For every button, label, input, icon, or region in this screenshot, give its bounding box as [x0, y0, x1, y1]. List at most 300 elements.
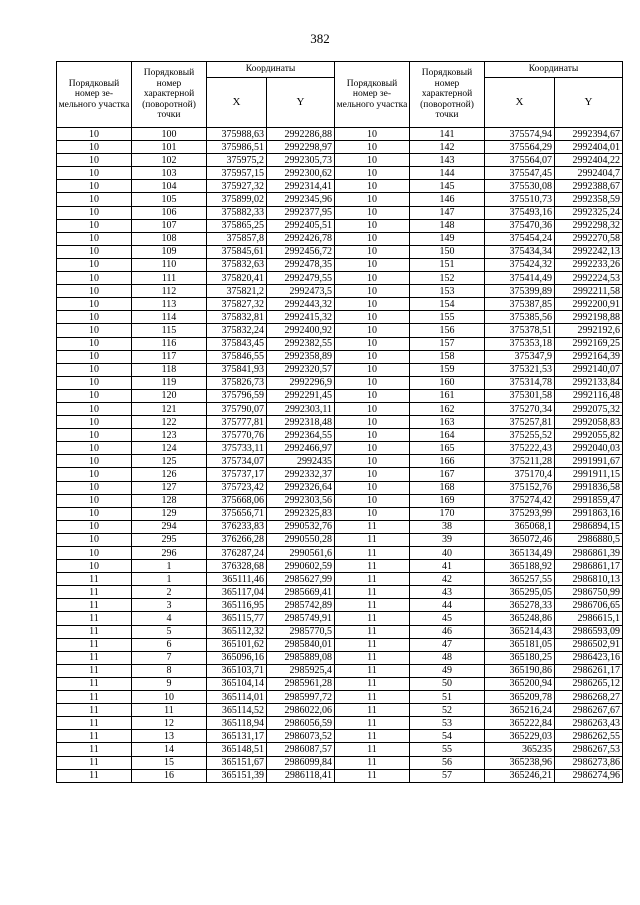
cell-coord-x: 375293,99	[485, 507, 555, 520]
cell-coord-x: 365238,96	[485, 756, 555, 769]
cell-coord-x: 375424,32	[485, 258, 555, 271]
cell-coord-y: 2986615,1	[555, 612, 623, 625]
cell-coord-x: 365222,84	[485, 717, 555, 730]
cell-parcel-number: 10	[335, 311, 410, 324]
cell-coord-x: 375843,45	[207, 337, 267, 350]
cell-coord-y: 2992192,6	[555, 324, 623, 337]
cell-coord-y: 2991859,47	[555, 494, 623, 507]
cell-parcel-number: 10	[57, 442, 132, 455]
cell-parcel-number: 11	[335, 547, 410, 560]
table-row	[57, 677, 623, 690]
cell-parcel-number: 10	[335, 154, 410, 167]
cell-coord-y: 2992325,24	[555, 206, 623, 219]
table-row	[57, 769, 623, 782]
header-y-right: Y	[555, 78, 623, 128]
cell-coord-y: 2986706,65	[555, 599, 623, 612]
cell-coord-x: 365116,95	[207, 599, 267, 612]
cell-coord-y: 2992169,25	[555, 337, 623, 350]
cell-parcel-number: 10	[335, 442, 410, 455]
cell-parcel-number: 10	[335, 429, 410, 442]
cell-coord-y: 2985669,41	[267, 586, 335, 599]
cell-point-number: 124	[132, 442, 207, 455]
cell-coord-x: 375777,81	[207, 416, 267, 429]
cell-coord-y: 2986861,17	[555, 560, 623, 573]
cell-coord-y: 2992224,53	[555, 272, 623, 285]
cell-parcel-number: 11	[335, 730, 410, 743]
cell-parcel-number: 11	[335, 573, 410, 586]
cell-point-number: 40	[410, 547, 485, 560]
cell-coord-y: 2992358,59	[555, 193, 623, 206]
cell-point-number: 110	[132, 258, 207, 271]
cell-coord-x: 365103,71	[207, 664, 267, 677]
cell-coord-y: 2986273,86	[555, 756, 623, 769]
cell-point-number: 43	[410, 586, 485, 599]
table-body	[57, 128, 623, 783]
cell-coord-y: 2992415,32	[267, 311, 335, 324]
table-row	[57, 402, 623, 415]
table-row	[57, 455, 623, 468]
cell-coord-y: 2992300,62	[267, 167, 335, 180]
cell-coord-x: 365180,25	[485, 651, 555, 664]
cell-coord-y: 2985749,91	[267, 612, 335, 625]
cell-coord-y: 2992140,07	[555, 363, 623, 376]
cell-coord-y: 2992200,91	[555, 298, 623, 311]
table-row	[57, 664, 623, 677]
cell-coord-y: 2992473,5	[267, 285, 335, 298]
cell-coord-x: 365114,01	[207, 691, 267, 704]
table-row	[57, 730, 623, 743]
cell-point-number: 46	[410, 625, 485, 638]
cell-coord-x: 375274,42	[485, 494, 555, 507]
cell-point-number: 163	[410, 416, 485, 429]
cell-coord-x: 375656,71	[207, 507, 267, 520]
cell-parcel-number: 11	[335, 612, 410, 625]
cell-coord-x: 365104,14	[207, 677, 267, 690]
cell-coord-x: 375668,06	[207, 494, 267, 507]
cell-parcel-number: 11	[335, 533, 410, 546]
cell-coord-x: 365216,24	[485, 704, 555, 717]
cell-coord-x: 375564,29	[485, 141, 555, 154]
cell-parcel-number: 10	[335, 324, 410, 337]
cell-coord-y: 2992298,32	[555, 219, 623, 232]
cell-coord-x: 375510,73	[485, 193, 555, 206]
cell-parcel-number: 10	[335, 193, 410, 206]
cell-coord-x: 365209,78	[485, 691, 555, 704]
cell-coord-y: 2991911,15	[555, 468, 623, 481]
cell-coord-y: 2992466,97	[267, 442, 335, 455]
cell-parcel-number: 10	[57, 402, 132, 415]
table-row	[57, 494, 623, 507]
table-row	[57, 651, 623, 664]
cell-point-number: 128	[132, 494, 207, 507]
table-row	[57, 429, 623, 442]
cell-point-number: 105	[132, 193, 207, 206]
cell-point-number: 120	[132, 389, 207, 402]
cell-point-number: 1	[132, 573, 207, 586]
cell-coord-x: 376266,28	[207, 533, 267, 546]
cell-parcel-number: 10	[57, 389, 132, 402]
cell-coord-x: 375270,34	[485, 402, 555, 415]
cell-parcel-number: 11	[335, 717, 410, 730]
table-row	[57, 520, 623, 533]
cell-coord-x: 365072,46	[485, 533, 555, 546]
cell-coord-y: 2992296,9	[267, 376, 335, 389]
cell-coord-y: 2985925,4	[267, 664, 335, 677]
cell-coord-x: 375470,36	[485, 219, 555, 232]
cell-parcel-number: 11	[57, 769, 132, 782]
cell-point-number: 4	[132, 612, 207, 625]
cell-parcel-number: 10	[335, 468, 410, 481]
cell-point-number: 100	[132, 128, 207, 141]
cell-point-number: 108	[132, 232, 207, 245]
cell-coord-x: 365246,21	[485, 769, 555, 782]
header-parcel-number-left: Порядковый номер зе-мельного участка	[57, 62, 132, 128]
cell-parcel-number: 10	[57, 258, 132, 271]
cell-point-number: 45	[410, 612, 485, 625]
cell-coord-y: 2992270,58	[555, 232, 623, 245]
cell-point-number: 1	[132, 560, 207, 573]
cell-coord-x: 365214,43	[485, 625, 555, 638]
cell-coord-x: 375845,61	[207, 245, 267, 258]
cell-coord-x: 375826,73	[207, 376, 267, 389]
cell-parcel-number: 11	[57, 638, 132, 651]
cell-coord-y: 2992345,96	[267, 193, 335, 206]
table-row	[57, 481, 623, 494]
cell-coord-x: 365181,05	[485, 638, 555, 651]
cell-parcel-number: 10	[57, 245, 132, 258]
cell-parcel-number: 11	[335, 625, 410, 638]
cell-parcel-number: 11	[335, 651, 410, 664]
cell-point-number: 164	[410, 429, 485, 442]
cell-coord-x: 375832,24	[207, 324, 267, 337]
cell-point-number: 44	[410, 599, 485, 612]
header-x-right: X	[485, 78, 555, 128]
cell-coord-x: 375257,81	[485, 416, 555, 429]
header-coordinates-right: Координаты	[485, 62, 623, 78]
cell-coord-x: 375832,63	[207, 258, 267, 271]
cell-point-number: 295	[132, 533, 207, 546]
cell-coord-y: 2992400,92	[267, 324, 335, 337]
cell-point-number: 142	[410, 141, 485, 154]
cell-coord-y: 2992364,55	[267, 429, 335, 442]
cell-coord-x: 375574,94	[485, 128, 555, 141]
cell-point-number: 57	[410, 769, 485, 782]
cell-coord-x: 375378,51	[485, 324, 555, 337]
cell-point-number: 154	[410, 298, 485, 311]
cell-parcel-number: 11	[57, 612, 132, 625]
cell-coord-x: 375723,42	[207, 481, 267, 494]
cell-point-number: 47	[410, 638, 485, 651]
cell-coord-y: 2986118,41	[267, 769, 335, 782]
coordinates-table	[56, 61, 623, 783]
table-row	[57, 363, 623, 376]
table-row	[57, 586, 623, 599]
cell-parcel-number: 11	[335, 560, 410, 573]
cell-coord-x: 375832,81	[207, 311, 267, 324]
cell-point-number: 147	[410, 206, 485, 219]
cell-parcel-number: 10	[335, 389, 410, 402]
cell-parcel-number: 10	[57, 311, 132, 324]
table-row	[57, 141, 623, 154]
cell-point-number: 39	[410, 533, 485, 546]
cell-coord-y: 2991863,16	[555, 507, 623, 520]
table-row	[57, 625, 623, 638]
table-row	[57, 154, 623, 167]
cell-parcel-number: 10	[335, 337, 410, 350]
table-row	[57, 350, 623, 363]
cell-point-number: 3	[132, 599, 207, 612]
cell-parcel-number: 11	[57, 573, 132, 586]
cell-parcel-number: 11	[335, 769, 410, 782]
cell-point-number: 119	[132, 376, 207, 389]
cell-coord-x: 375770,76	[207, 429, 267, 442]
cell-coord-y: 2992233,26	[555, 258, 623, 271]
cell-coord-y: 2992382,55	[267, 337, 335, 350]
cell-point-number: 153	[410, 285, 485, 298]
cell-point-number: 49	[410, 664, 485, 677]
cell-point-number: 41	[410, 560, 485, 573]
cell-point-number: 121	[132, 402, 207, 415]
cell-coord-y: 2992303,11	[267, 402, 335, 415]
cell-parcel-number: 11	[57, 599, 132, 612]
cell-coord-y: 2992388,67	[555, 180, 623, 193]
cell-point-number: 117	[132, 350, 207, 363]
cell-coord-x: 365096,16	[207, 651, 267, 664]
cell-coord-x: 365114,52	[207, 704, 267, 717]
cell-point-number: 123	[132, 429, 207, 442]
table-row	[57, 468, 623, 481]
cell-coord-x: 375734,07	[207, 455, 267, 468]
table-row	[57, 167, 623, 180]
cell-point-number: 55	[410, 743, 485, 756]
cell-parcel-number: 11	[335, 664, 410, 677]
table-row	[57, 612, 623, 625]
cell-parcel-number: 11	[57, 743, 132, 756]
cell-parcel-number: 10	[57, 507, 132, 520]
cell-coord-x: 365131,17	[207, 730, 267, 743]
cell-parcel-number: 11	[335, 704, 410, 717]
cell-point-number: 109	[132, 245, 207, 258]
cell-parcel-number: 10	[335, 481, 410, 494]
cell-coord-y: 2992133,84	[555, 376, 623, 389]
cell-parcel-number: 10	[57, 376, 132, 389]
cell-parcel-number: 10	[57, 298, 132, 311]
cell-coord-y: 2992405,51	[267, 219, 335, 232]
cell-coord-y: 2992320,57	[267, 363, 335, 376]
cell-coord-x: 375857,8	[207, 232, 267, 245]
cell-parcel-number: 10	[335, 167, 410, 180]
cell-coord-y: 2986880,5	[555, 533, 623, 546]
cell-coord-y: 2992404,7	[555, 167, 623, 180]
cell-coord-x: 365151,67	[207, 756, 267, 769]
table-row	[57, 128, 623, 141]
header-point-number-left: Порядковый номер характерной (поворотной) точки	[132, 62, 207, 128]
cell-coord-x: 365235	[485, 743, 555, 756]
cell-coord-x: 375827,32	[207, 298, 267, 311]
table-row	[57, 324, 623, 337]
cell-point-number: 48	[410, 651, 485, 664]
table-row	[57, 219, 623, 232]
cell-coord-y: 2992318,48	[267, 416, 335, 429]
cell-coord-x: 375255,52	[485, 429, 555, 442]
cell-coord-x: 365295,05	[485, 586, 555, 599]
table-row	[57, 560, 623, 573]
cell-point-number: 144	[410, 167, 485, 180]
cell-coord-y: 2985742,89	[267, 599, 335, 612]
cell-point-number: 102	[132, 154, 207, 167]
cell-coord-y: 2992303,56	[267, 494, 335, 507]
cell-parcel-number: 10	[57, 468, 132, 481]
cell-point-number: 150	[410, 245, 485, 258]
cell-coord-y: 2986423,16	[555, 651, 623, 664]
cell-coord-x: 365112,32	[207, 625, 267, 638]
table-row	[57, 258, 623, 271]
cell-coord-y: 2986261,17	[555, 664, 623, 677]
table-row	[57, 507, 623, 520]
cell-coord-x: 365117,04	[207, 586, 267, 599]
header-point-number-right: Порядковый номер характерной (поворотной) точки	[410, 62, 485, 128]
cell-point-number: 14	[132, 743, 207, 756]
cell-coord-y: 2986894,15	[555, 520, 623, 533]
cell-coord-y: 2986265,12	[555, 677, 623, 690]
cell-point-number: 156	[410, 324, 485, 337]
cell-parcel-number: 10	[57, 180, 132, 193]
cell-parcel-number: 11	[57, 651, 132, 664]
cell-parcel-number: 10	[335, 232, 410, 245]
cell-point-number: 53	[410, 717, 485, 730]
cell-point-number: 157	[410, 337, 485, 350]
cell-point-number: 151	[410, 258, 485, 271]
cell-coord-x: 375314,78	[485, 376, 555, 389]
cell-parcel-number: 10	[335, 128, 410, 141]
cell-point-number: 38	[410, 520, 485, 533]
cell-parcel-number: 10	[335, 141, 410, 154]
cell-coord-y: 2992456,72	[267, 245, 335, 258]
cell-coord-x: 375975,2	[207, 154, 267, 167]
cell-coord-x: 375957,15	[207, 167, 267, 180]
cell-parcel-number: 10	[57, 533, 132, 546]
cell-parcel-number: 10	[335, 245, 410, 258]
cell-coord-x: 365200,94	[485, 677, 555, 690]
table-row	[57, 272, 623, 285]
cell-point-number: 159	[410, 363, 485, 376]
cell-parcel-number: 11	[57, 730, 132, 743]
cell-parcel-number: 11	[335, 756, 410, 769]
cell-coord-x: 375899,02	[207, 193, 267, 206]
cell-coord-x: 376287,24	[207, 547, 267, 560]
cell-coord-y: 2992326,64	[267, 481, 335, 494]
cell-coord-y: 2992325,83	[267, 507, 335, 520]
cell-parcel-number: 10	[57, 560, 132, 573]
cell-parcel-number: 10	[335, 272, 410, 285]
cell-parcel-number: 10	[57, 285, 132, 298]
cell-point-number: 118	[132, 363, 207, 376]
cell-coord-x: 365229,03	[485, 730, 555, 743]
cell-point-number: 168	[410, 481, 485, 494]
cell-coord-y: 2986274,96	[555, 769, 623, 782]
cell-point-number: 141	[410, 128, 485, 141]
cell-coord-x: 365257,55	[485, 573, 555, 586]
cell-parcel-number: 10	[335, 298, 410, 311]
header-y-left: Y	[267, 78, 335, 128]
cell-coord-y: 2992426,78	[267, 232, 335, 245]
cell-coord-x: 365190,86	[485, 664, 555, 677]
cell-coord-y: 2992478,35	[267, 258, 335, 271]
cell-coord-y: 2986073,52	[267, 730, 335, 743]
cell-coord-x: 375493,16	[485, 206, 555, 219]
cell-coord-x: 375564,07	[485, 154, 555, 167]
cell-point-number: 115	[132, 324, 207, 337]
cell-parcel-number: 10	[57, 363, 132, 376]
cell-parcel-number: 10	[57, 206, 132, 219]
cell-parcel-number: 10	[57, 455, 132, 468]
cell-parcel-number: 10	[335, 350, 410, 363]
table-row	[57, 232, 623, 245]
cell-point-number: 56	[410, 756, 485, 769]
cell-coord-x: 375865,25	[207, 219, 267, 232]
cell-point-number: 106	[132, 206, 207, 219]
cell-point-number: 145	[410, 180, 485, 193]
cell-parcel-number: 10	[335, 376, 410, 389]
cell-coord-y: 2992358,89	[267, 350, 335, 363]
cell-point-number: 152	[410, 272, 485, 285]
cell-coord-y: 2986810,13	[555, 573, 623, 586]
cell-point-number: 54	[410, 730, 485, 743]
cell-point-number: 6	[132, 638, 207, 651]
cell-coord-x: 365278,33	[485, 599, 555, 612]
cell-coord-x: 375882,33	[207, 206, 267, 219]
cell-coord-x: 375986,51	[207, 141, 267, 154]
table-row	[57, 337, 623, 350]
table-row	[57, 376, 623, 389]
table-row	[57, 743, 623, 756]
cell-point-number: 167	[410, 468, 485, 481]
cell-coord-y: 2985997,72	[267, 691, 335, 704]
table-row	[57, 442, 623, 455]
cell-coord-x: 375211,28	[485, 455, 555, 468]
cell-coord-y: 2992314,41	[267, 180, 335, 193]
cell-coord-x: 375733,11	[207, 442, 267, 455]
cell-coord-x: 375927,32	[207, 180, 267, 193]
cell-point-number: 8	[132, 664, 207, 677]
cell-parcel-number: 10	[57, 416, 132, 429]
cell-point-number: 111	[132, 272, 207, 285]
cell-coord-y: 2990532,76	[267, 520, 335, 533]
cell-parcel-number: 10	[335, 285, 410, 298]
cell-coord-y: 2986502,91	[555, 638, 623, 651]
cell-coord-x: 375434,34	[485, 245, 555, 258]
cell-coord-y: 2992040,03	[555, 442, 623, 455]
cell-coord-x: 375737,17	[207, 468, 267, 481]
cell-point-number: 143	[410, 154, 485, 167]
cell-coord-x: 375222,43	[485, 442, 555, 455]
cell-parcel-number: 11	[335, 743, 410, 756]
table-row	[57, 717, 623, 730]
cell-coord-x: 376233,83	[207, 520, 267, 533]
cell-coord-x: 375170,4	[485, 468, 555, 481]
cell-point-number: 7	[132, 651, 207, 664]
table-row	[57, 180, 623, 193]
cell-coord-y: 2986267,67	[555, 704, 623, 717]
cell-coord-x: 365101,62	[207, 638, 267, 651]
cell-point-number: 148	[410, 219, 485, 232]
cell-coord-x: 365118,94	[207, 717, 267, 730]
table-row	[57, 193, 623, 206]
cell-coord-x: 365151,39	[207, 769, 267, 782]
cell-coord-x: 365188,92	[485, 560, 555, 573]
cell-parcel-number: 10	[335, 258, 410, 271]
cell-point-number: 16	[132, 769, 207, 782]
